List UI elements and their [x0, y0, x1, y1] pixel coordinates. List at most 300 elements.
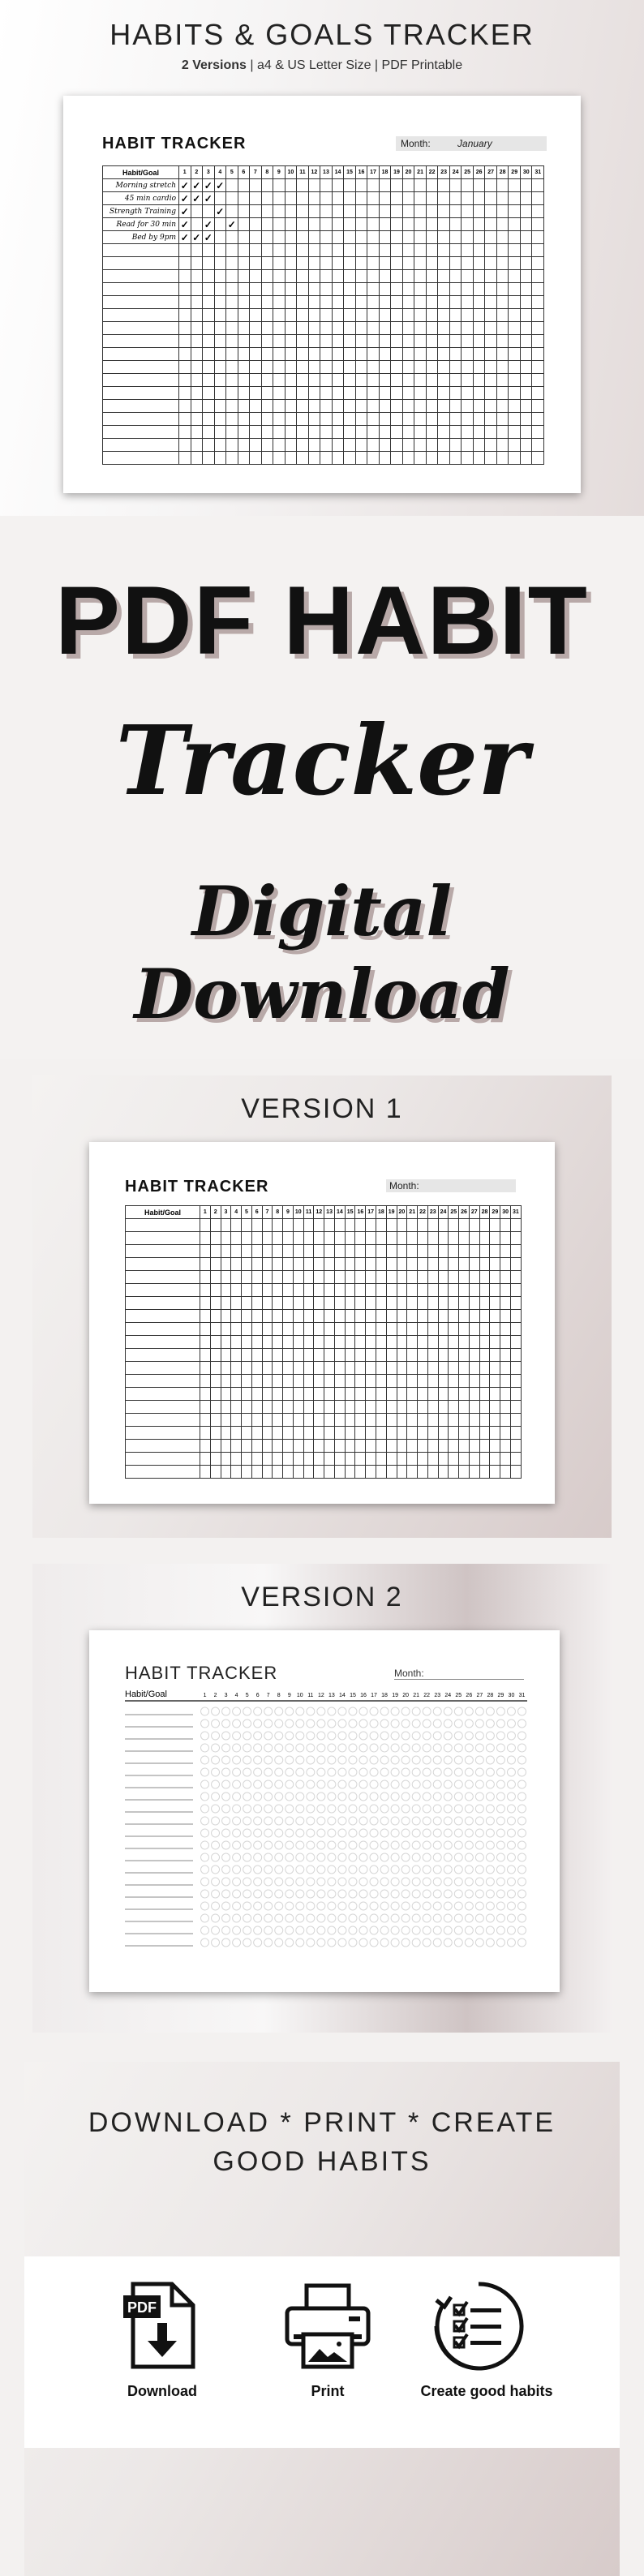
day-dot[interactable]	[433, 1890, 441, 1898]
day-cell[interactable]	[285, 231, 297, 244]
day-dot[interactable]	[423, 1707, 431, 1715]
day-dot[interactable]	[328, 1792, 336, 1801]
day-cell[interactable]	[355, 1453, 366, 1466]
day-dot[interactable]	[433, 1780, 441, 1788]
day-cell[interactable]	[520, 309, 532, 322]
day-cell[interactable]	[418, 1297, 428, 1310]
day-cell[interactable]	[221, 1388, 231, 1401]
day-cell[interactable]	[509, 400, 521, 413]
day-cell[interactable]	[426, 387, 438, 400]
day-dot[interactable]	[486, 1890, 494, 1898]
habit-cell[interactable]	[126, 1271, 200, 1284]
day-cell[interactable]	[191, 244, 203, 257]
day-cell[interactable]	[397, 1310, 407, 1323]
day-dot[interactable]	[412, 1841, 420, 1849]
day-dot[interactable]	[496, 1732, 504, 1740]
day-dot[interactable]	[264, 1744, 273, 1752]
day-cell[interactable]	[469, 1271, 479, 1284]
day-cell[interactable]	[520, 348, 532, 361]
day-cell[interactable]	[210, 1427, 221, 1440]
day-cell[interactable]	[386, 1414, 397, 1427]
day-cell[interactable]	[479, 1375, 490, 1388]
day-cell[interactable]	[285, 413, 297, 426]
day-dot[interactable]	[201, 1926, 209, 1934]
day-cell[interactable]	[308, 361, 320, 374]
day-cell[interactable]	[414, 439, 427, 452]
day-cell[interactable]	[261, 452, 273, 465]
day-dot[interactable]	[391, 1707, 399, 1715]
day-cell[interactable]	[226, 400, 238, 413]
day-cell[interactable]	[334, 1232, 345, 1245]
day-dot[interactable]	[465, 1768, 473, 1776]
day-cell[interactable]	[297, 335, 309, 348]
day-dot[interactable]	[401, 1865, 410, 1874]
day-cell[interactable]	[273, 283, 286, 296]
day-cell[interactable]	[293, 1219, 303, 1232]
day-dot[interactable]	[465, 1902, 473, 1910]
day-cell[interactable]	[303, 1323, 314, 1336]
day-cell[interactable]	[273, 1375, 283, 1388]
day-dot[interactable]	[412, 1756, 420, 1764]
day-cell[interactable]	[376, 1349, 387, 1362]
day-dot[interactable]	[391, 1805, 399, 1813]
day-cell[interactable]	[496, 348, 509, 361]
day-dot[interactable]	[454, 1926, 462, 1934]
day-cell[interactable]	[221, 1245, 231, 1258]
day-cell[interactable]	[509, 283, 521, 296]
day-dot[interactable]	[412, 1938, 420, 1947]
day-dot[interactable]	[465, 1732, 473, 1740]
day-cell[interactable]	[509, 413, 521, 426]
day-dot[interactable]	[486, 1732, 494, 1740]
day-cell[interactable]	[449, 1258, 459, 1271]
day-cell[interactable]	[273, 231, 286, 244]
day-cell[interactable]	[238, 426, 250, 439]
day-dot[interactable]	[254, 1792, 262, 1801]
day-cell[interactable]	[386, 1323, 397, 1336]
day-dot[interactable]	[423, 1817, 431, 1825]
day-cell[interactable]	[490, 1375, 500, 1388]
day-cell[interactable]	[261, 179, 273, 192]
day-cell[interactable]	[242, 1427, 252, 1440]
day-dot[interactable]	[254, 1817, 262, 1825]
day-dot[interactable]	[201, 1914, 209, 1922]
day-dot[interactable]	[359, 1768, 367, 1776]
day-dot[interactable]	[275, 1768, 283, 1776]
day-dot[interactable]	[517, 1829, 526, 1837]
day-cell[interactable]	[297, 322, 309, 335]
day-cell[interactable]	[355, 1219, 366, 1232]
day-dot[interactable]	[496, 1719, 504, 1728]
day-cell[interactable]	[179, 348, 191, 361]
day-dot[interactable]	[264, 1829, 273, 1837]
day-cell[interactable]	[509, 218, 521, 231]
day-dot[interactable]	[307, 1805, 315, 1813]
day-dot[interactable]	[444, 1817, 452, 1825]
day-dot[interactable]	[465, 1719, 473, 1728]
day-dot[interactable]	[328, 1829, 336, 1837]
day-dot[interactable]	[328, 1756, 336, 1764]
day-cell[interactable]	[261, 205, 273, 218]
day-cell[interactable]	[485, 426, 497, 439]
day-dot[interactable]	[380, 1744, 389, 1752]
day-dot[interactable]	[296, 1890, 304, 1898]
day-cell[interactable]	[200, 1362, 211, 1375]
day-dot[interactable]	[412, 1732, 420, 1740]
day-dot[interactable]	[212, 1805, 220, 1813]
day-cell[interactable]	[438, 1401, 449, 1414]
day-dot[interactable]	[370, 1878, 378, 1886]
day-cell[interactable]	[438, 1440, 449, 1453]
day-dot[interactable]	[307, 1732, 315, 1740]
day-dot[interactable]	[328, 1865, 336, 1874]
day-cell[interactable]	[391, 348, 403, 361]
day-cell[interactable]	[191, 309, 203, 322]
day-cell[interactable]	[210, 1310, 221, 1323]
day-cell[interactable]	[262, 1258, 273, 1271]
day-cell[interactable]	[226, 426, 238, 439]
day-cell[interactable]	[379, 270, 391, 283]
day-cell[interactable]	[344, 348, 356, 361]
day-dot[interactable]	[338, 1902, 346, 1910]
day-cell[interactable]	[226, 270, 238, 283]
day-cell[interactable]: ✓	[226, 218, 238, 231]
day-cell[interactable]	[250, 231, 262, 244]
day-cell[interactable]	[355, 452, 367, 465]
day-cell[interactable]	[485, 231, 497, 244]
day-cell[interactable]	[426, 296, 438, 309]
day-cell[interactable]	[427, 1427, 438, 1440]
day-dot[interactable]	[507, 1829, 515, 1837]
day-cell[interactable]	[283, 1284, 294, 1297]
day-cell[interactable]	[344, 439, 356, 452]
day-cell[interactable]	[210, 1284, 221, 1297]
day-cell[interactable]	[261, 439, 273, 452]
day-cell[interactable]	[355, 231, 367, 244]
day-cell[interactable]	[238, 296, 250, 309]
day-dot[interactable]	[380, 1829, 389, 1837]
day-dot[interactable]	[475, 1792, 483, 1801]
day-cell[interactable]	[214, 413, 226, 426]
day-dot[interactable]	[264, 1841, 273, 1849]
day-cell[interactable]	[320, 244, 333, 257]
day-dot[interactable]	[212, 1890, 220, 1898]
day-dot[interactable]	[201, 1792, 209, 1801]
day-cell[interactable]	[520, 361, 532, 374]
day-cell[interactable]	[418, 1349, 428, 1362]
day-cell[interactable]	[473, 296, 485, 309]
day-dot[interactable]	[222, 1865, 230, 1874]
day-cell[interactable]	[251, 1271, 262, 1284]
day-cell[interactable]	[303, 1388, 314, 1401]
day-cell[interactable]	[344, 283, 356, 296]
day-dot[interactable]	[349, 1768, 357, 1776]
day-cell[interactable]	[414, 335, 427, 348]
day-dot[interactable]	[275, 1792, 283, 1801]
day-cell[interactable]	[402, 413, 414, 426]
day-cell[interactable]	[386, 1284, 397, 1297]
day-cell[interactable]	[344, 270, 356, 283]
day-dot[interactable]	[507, 1926, 515, 1934]
day-cell[interactable]	[485, 400, 497, 413]
day-dot[interactable]	[507, 1865, 515, 1874]
day-dot[interactable]	[370, 1817, 378, 1825]
day-dot[interactable]	[296, 1841, 304, 1849]
day-dot[interactable]	[243, 1744, 251, 1752]
day-cell[interactable]	[334, 1336, 345, 1349]
day-dot[interactable]	[475, 1890, 483, 1898]
day-cell[interactable]	[200, 1388, 211, 1401]
day-dot[interactable]	[507, 1719, 515, 1728]
day-cell[interactable]	[203, 387, 215, 400]
day-cell[interactable]	[273, 179, 286, 192]
day-dot[interactable]	[454, 1792, 462, 1801]
day-dot[interactable]	[401, 1805, 410, 1813]
day-cell[interactable]	[314, 1427, 324, 1440]
day-cell[interactable]	[438, 1297, 449, 1310]
day-cell[interactable]	[332, 335, 344, 348]
day-cell[interactable]	[203, 270, 215, 283]
day-cell[interactable]	[462, 413, 474, 426]
day-cell[interactable]	[386, 1388, 397, 1401]
day-dot[interactable]	[475, 1938, 483, 1947]
day-cell[interactable]: ✓	[191, 192, 203, 205]
habit-cell[interactable]: Morning stretch	[103, 179, 179, 192]
day-dot[interactable]	[328, 1926, 336, 1934]
day-cell[interactable]	[251, 1427, 262, 1440]
day-dot[interactable]	[423, 1890, 431, 1898]
day-cell[interactable]	[355, 192, 367, 205]
day-cell[interactable]	[334, 1349, 345, 1362]
day-cell[interactable]	[355, 322, 367, 335]
day-dot[interactable]	[391, 1817, 399, 1825]
day-dot[interactable]	[454, 1719, 462, 1728]
day-cell[interactable]	[231, 1323, 242, 1336]
day-dot[interactable]	[233, 1865, 241, 1874]
day-cell[interactable]	[344, 231, 356, 244]
day-cell[interactable]	[367, 218, 380, 231]
day-cell[interactable]	[397, 1427, 407, 1440]
day-dot[interactable]	[349, 1805, 357, 1813]
day-cell[interactable]	[449, 205, 462, 218]
day-cell[interactable]	[485, 348, 497, 361]
day-cell[interactable]	[324, 1336, 335, 1349]
day-cell[interactable]	[427, 1375, 438, 1388]
day-dot[interactable]	[496, 1744, 504, 1752]
day-cell[interactable]	[510, 1284, 521, 1297]
day-cell[interactable]	[376, 1427, 387, 1440]
day-cell[interactable]	[273, 426, 286, 439]
day-cell[interactable]	[355, 426, 367, 439]
day-cell[interactable]	[485, 374, 497, 387]
day-cell[interactable]	[191, 413, 203, 426]
day-cell[interactable]	[262, 1414, 273, 1427]
day-cell[interactable]	[320, 309, 333, 322]
day-cell[interactable]	[485, 205, 497, 218]
day-dot[interactable]	[444, 1902, 452, 1910]
day-cell[interactable]	[379, 426, 391, 439]
day-cell[interactable]	[273, 1284, 283, 1297]
day-cell[interactable]	[314, 1375, 324, 1388]
day-cell[interactable]	[200, 1232, 211, 1245]
day-dot[interactable]	[517, 1817, 526, 1825]
day-cell[interactable]	[314, 1245, 324, 1258]
day-dot[interactable]	[296, 1707, 304, 1715]
day-cell[interactable]	[520, 244, 532, 257]
day-dot[interactable]	[507, 1890, 515, 1898]
day-cell[interactable]	[479, 1414, 490, 1427]
day-dot[interactable]	[338, 1853, 346, 1861]
day-cell[interactable]	[273, 309, 286, 322]
habit-cell[interactable]: Read for 30 min	[103, 218, 179, 231]
day-cell[interactable]	[485, 322, 497, 335]
day-dot[interactable]	[423, 1841, 431, 1849]
day-cell[interactable]	[459, 1297, 470, 1310]
day-cell[interactable]	[334, 1258, 345, 1271]
day-cell[interactable]	[297, 452, 309, 465]
habit-cell[interactable]	[126, 1466, 200, 1479]
day-cell[interactable]	[355, 1466, 366, 1479]
day-cell[interactable]	[191, 322, 203, 335]
day-cell[interactable]	[391, 296, 403, 309]
day-cell[interactable]	[473, 218, 485, 231]
day-dot[interactable]	[401, 1890, 410, 1898]
day-dot[interactable]	[212, 1938, 220, 1947]
day-cell[interactable]	[366, 1427, 376, 1440]
day-cell[interactable]	[250, 179, 262, 192]
day-cell[interactable]	[500, 1245, 511, 1258]
day-cell[interactable]	[532, 374, 544, 387]
day-cell[interactable]	[242, 1453, 252, 1466]
day-dot[interactable]	[264, 1719, 273, 1728]
day-cell[interactable]	[438, 1323, 449, 1336]
day-cell[interactable]	[414, 309, 427, 322]
habit-cell[interactable]	[126, 1453, 200, 1466]
day-dot[interactable]	[222, 1890, 230, 1898]
day-cell[interactable]	[510, 1271, 521, 1284]
day-cell[interactable]	[532, 179, 544, 192]
day-cell[interactable]	[427, 1349, 438, 1362]
day-cell[interactable]	[418, 1336, 428, 1349]
day-cell[interactable]	[314, 1232, 324, 1245]
day-dot[interactable]	[307, 1914, 315, 1922]
day-dot[interactable]	[517, 1902, 526, 1910]
day-dot[interactable]	[233, 1817, 241, 1825]
day-dot[interactable]	[517, 1938, 526, 1947]
day-dot[interactable]	[486, 1914, 494, 1922]
day-dot[interactable]	[359, 1829, 367, 1837]
day-cell[interactable]	[520, 218, 532, 231]
day-dot[interactable]	[465, 1841, 473, 1849]
day-dot[interactable]	[349, 1841, 357, 1849]
day-cell[interactable]	[332, 270, 344, 283]
day-cell[interactable]	[509, 192, 521, 205]
day-dot[interactable]	[307, 1707, 315, 1715]
day-cell[interactable]	[251, 1440, 262, 1453]
day-cell[interactable]	[191, 283, 203, 296]
day-cell[interactable]	[320, 439, 333, 452]
day-cell[interactable]	[438, 400, 450, 413]
day-cell[interactable]	[391, 400, 403, 413]
day-dot[interactable]	[475, 1780, 483, 1788]
day-cell[interactable]	[221, 1466, 231, 1479]
day-cell[interactable]	[344, 361, 356, 374]
day-dot[interactable]	[233, 1890, 241, 1898]
day-cell[interactable]	[479, 1440, 490, 1453]
day-dot[interactable]	[370, 1780, 378, 1788]
day-cell[interactable]	[490, 1284, 500, 1297]
day-dot[interactable]	[423, 1938, 431, 1947]
day-cell[interactable]	[242, 1271, 252, 1284]
day-cell[interactable]	[320, 296, 333, 309]
day-cell[interactable]	[414, 361, 427, 374]
day-dot[interactable]	[454, 1865, 462, 1874]
day-cell[interactable]	[391, 231, 403, 244]
day-dot[interactable]	[433, 1707, 441, 1715]
day-cell[interactable]	[293, 1323, 303, 1336]
day-cell[interactable]	[473, 348, 485, 361]
day-cell[interactable]	[273, 1219, 283, 1232]
day-cell[interactable]	[462, 387, 474, 400]
day-cell[interactable]	[509, 361, 521, 374]
day-cell[interactable]	[273, 218, 286, 231]
day-cell[interactable]	[303, 1401, 314, 1414]
day-cell[interactable]	[407, 1401, 418, 1414]
day-cell[interactable]	[490, 1232, 500, 1245]
day-cell[interactable]	[379, 335, 391, 348]
day-cell[interactable]	[427, 1323, 438, 1336]
day-dot[interactable]	[286, 1780, 294, 1788]
day-cell[interactable]	[479, 1453, 490, 1466]
day-cell[interactable]	[532, 348, 544, 361]
day-cell[interactable]	[473, 400, 485, 413]
day-cell[interactable]	[250, 296, 262, 309]
day-cell[interactable]	[324, 1427, 335, 1440]
day-cell[interactable]	[238, 322, 250, 335]
day-dot[interactable]	[486, 1878, 494, 1886]
day-cell[interactable]	[285, 192, 297, 205]
day-cell[interactable]	[426, 205, 438, 218]
day-cell[interactable]	[438, 1284, 449, 1297]
day-cell[interactable]	[308, 296, 320, 309]
day-cell[interactable]	[532, 257, 544, 270]
day-dot[interactable]	[507, 1805, 515, 1813]
day-cell[interactable]	[510, 1427, 521, 1440]
day-cell[interactable]	[438, 231, 450, 244]
day-cell[interactable]	[438, 205, 450, 218]
day-dot[interactable]	[338, 1914, 346, 1922]
day-cell[interactable]	[283, 1297, 294, 1310]
day-cell[interactable]	[366, 1388, 376, 1401]
day-cell[interactable]	[191, 387, 203, 400]
day-cell[interactable]	[449, 309, 462, 322]
day-cell[interactable]	[324, 1466, 335, 1479]
day-dot[interactable]	[275, 1817, 283, 1825]
day-dot[interactable]	[507, 1744, 515, 1752]
day-dot[interactable]	[254, 1829, 262, 1837]
day-cell[interactable]	[407, 1219, 418, 1232]
day-cell[interactable]	[273, 1271, 283, 1284]
day-cell[interactable]	[500, 1258, 511, 1271]
day-cell[interactable]	[332, 452, 344, 465]
day-cell[interactable]	[391, 309, 403, 322]
day-cell[interactable]	[426, 439, 438, 452]
day-cell[interactable]	[261, 387, 273, 400]
day-cell[interactable]	[426, 179, 438, 192]
day-cell[interactable]	[391, 335, 403, 348]
day-cell[interactable]	[449, 231, 462, 244]
day-cell[interactable]	[262, 1466, 273, 1479]
